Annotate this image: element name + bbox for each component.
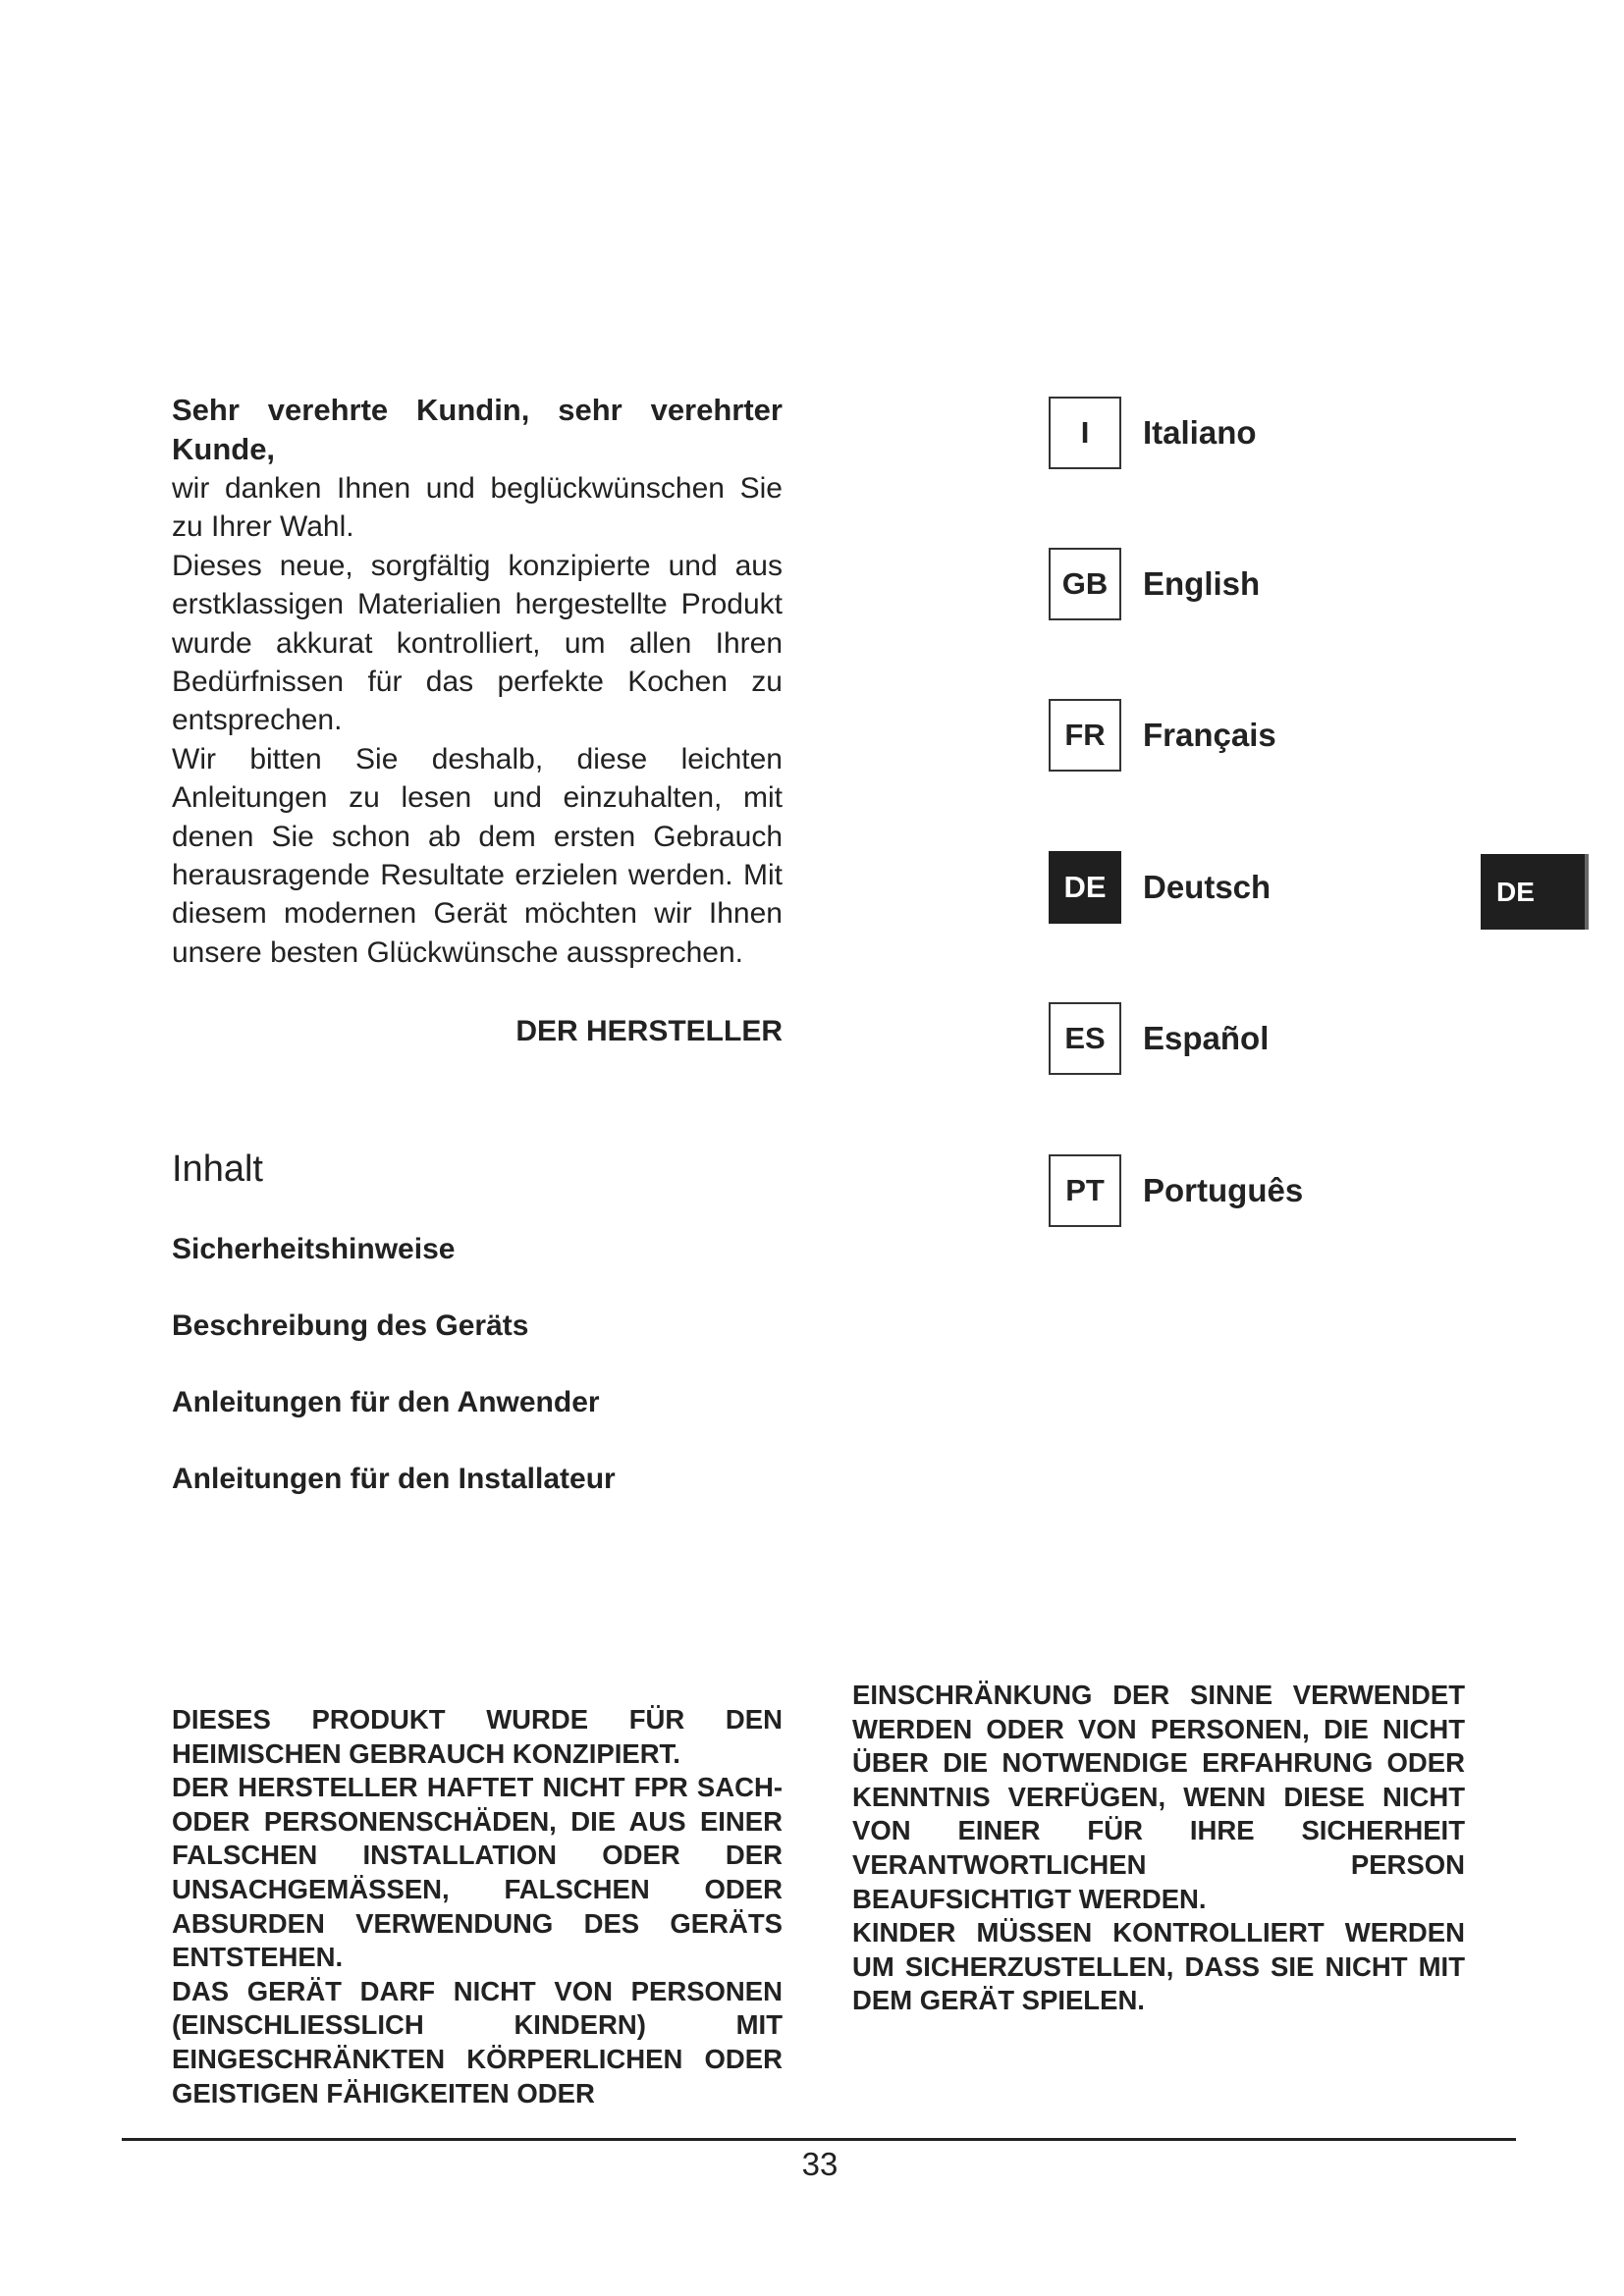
warning-paragraph: DIESES PRODUKT WURDE FÜR DEN HEIMISCHEN GEBRAUCH KONZIPIERT. (172, 1704, 783, 1769)
warning-paragraph: DER HERSTELLER HAFTET NICHT FPR SACH- ODER PERSONENSCHÄDEN, DIE AUS EINER FALSCHEN INSTALLATION ODER DER UNSACHGEMÄSSEN, FALSCHEN ODER ABSURDEN VERWENDUNG DES GERÄTS ENTSTEHEN. (172, 1772, 783, 1973)
language-side-tab: DE (1481, 854, 1589, 930)
language-item-spanish[interactable] (1049, 1002, 1343, 1079)
page-number: 33 (801, 2146, 839, 2182)
language-item-portuguese[interactable] (1049, 1154, 1343, 1231)
footer-divider (122, 2138, 1516, 2141)
language-name: Deutsch (1143, 869, 1272, 905)
language-code-box: GB (1049, 548, 1121, 620)
contents-item-description[interactable]: Beschreibung des Geräts (172, 1309, 529, 1342)
language-code-box: FR (1049, 699, 1121, 772)
language-name: English (1143, 565, 1261, 602)
contents-item-user-instructions[interactable]: Anleitungen für den Anwender (172, 1386, 600, 1418)
language-name: Français (1143, 717, 1276, 753)
language-code-box: DE (1049, 851, 1121, 924)
manufacturer-signature: DER HERSTELLER (515, 1015, 783, 1048)
warning-paragraph: KINDER MÜSSEN KONTROLLIERT WERDEN UM SICHERZUSTELLEN, DASS SIE NICHT MIT DEM GERÄT SPIELEN. (852, 1917, 1465, 2016)
language-name: Italiano (1143, 414, 1257, 451)
language-item-french[interactable] (1049, 699, 1343, 775)
contents-item-safety[interactable]: Sicherheitshinweise (172, 1233, 456, 1265)
warning-paragraph: DAS GERÄT DARF NICHT VON PERSONEN (EINSCHLIESSLICH KINDERN) MIT EINGESCHRÄNKTEN KÖRPERLICHEN ODER GEISTIGEN FÄHIGKEITEN ODER (172, 1975, 783, 2109)
contents-item-installer-instructions[interactable]: Anleitungen für den Installateur (172, 1463, 616, 1495)
language-code-box: I (1049, 397, 1121, 469)
warning-paragraph: EINSCHRÄNKUNG DER SINNE VERWENDET WERDEN ODER VON PERSONEN, DIE NICHT ÜBER DIE NOTWENDIGE ERFAHRUNG ODER KENNTNIS VERFÜGEN, WENN DIESE NICHT VON EINER FÜR IHRE SICHERHEIT VERANTWORTLICHEN PERSON BEAUFSICHTIGT WERDEN. (852, 1680, 1465, 1914)
contents-section (172, 1148, 783, 1539)
language-item-german[interactable] (1049, 851, 1343, 928)
contents-title: Inhalt (172, 1148, 263, 1190)
language-code-box: PT (1049, 1154, 1121, 1227)
language-item-italian[interactable] (1049, 397, 1343, 473)
intro-paragraph: Dieses neue, sorgfältig konzipierte und aus erstklassigen Materialien hergestellte Produkt wurde akkurat kontrolliert, um allen Ihren Bedürfnissen für das perfekte Kochen zu entsprechen. (172, 549, 783, 737)
language-code-box: ES (1049, 1002, 1121, 1075)
language-name: Español (1143, 1020, 1270, 1056)
greeting-heading: Sehr verehrte Kundin, sehr verehrter Kunde, (172, 393, 783, 466)
intro-paragraph: wir danken Ihnen und beglückwünschen Sie zu Ihrer Wahl. (172, 472, 783, 544)
intro-letter (172, 391, 783, 1048)
warning-column-right (852, 1679, 1465, 2018)
language-name: Português (1143, 1172, 1304, 1208)
warning-column-left (172, 1703, 783, 2110)
language-item-english[interactable] (1049, 548, 1343, 624)
intro-paragraph: Wir bitten Sie deshalb, diese leichten Anleitungen zu lesen und einzuhalten, mit denen Sie schon ab dem ersten Gebrauch herausragende Resultate erzielen werden. Mit diesem modernen Gerät möchten wir Ihnen unsere besten Glückwünsche aussprechen. (172, 742, 783, 969)
